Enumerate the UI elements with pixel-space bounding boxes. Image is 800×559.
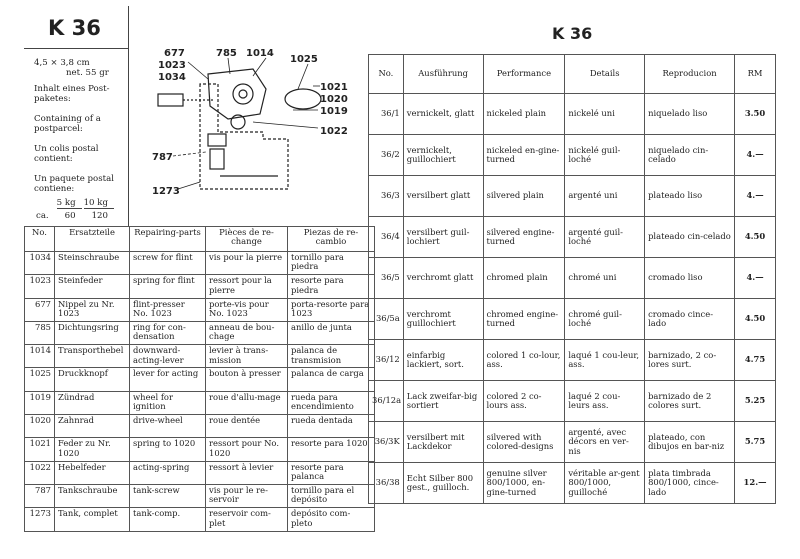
info-line: Un paquete postal <box>34 174 114 184</box>
part-name-fr-cell: reservoir com-plet <box>206 508 288 531</box>
finish-de-cell: versilbert mit Lackdekor <box>403 422 483 463</box>
finish-fr-cell: laqué 2 cou-leurs ass. <box>565 381 645 422</box>
price-cell: 4.50 <box>735 217 776 258</box>
info-line: paketes: <box>34 94 71 104</box>
finish-es-cell: cromado liso <box>645 258 735 299</box>
finish-fr-cell: nickelé guil-loché <box>565 135 645 176</box>
weight-value-10: 120 <box>91 211 108 221</box>
price-cell: 3.50 <box>735 94 776 135</box>
part-name-fr-cell: bouton à presser <box>206 368 288 391</box>
part-name-en-cell: screw for flint <box>130 252 206 275</box>
price-cell: 5.75 <box>735 422 776 463</box>
info-line: Un colis postal <box>34 144 99 154</box>
model-number-cell: 36/12 <box>369 340 404 381</box>
part-number-cell: 1023 <box>25 275 55 298</box>
part-name-de-cell: Steinfeder <box>55 275 130 298</box>
finish-en-cell: silvered engine-turned <box>483 217 565 258</box>
model-number-cell: 36/4 <box>369 217 404 258</box>
model-number-cell: 36/1 <box>369 94 404 135</box>
price-cell: 4.— <box>735 176 776 217</box>
finish-fr-cell: chromé uni <box>565 258 645 299</box>
product-row <box>369 135 776 176</box>
part-name-de-cell: Nippel zu Nr. 1023 <box>55 298 130 321</box>
model-number-cell: 36/2 <box>369 135 404 176</box>
parcel-weights <box>34 196 116 223</box>
part-name-en-cell: drive-wheel <box>130 415 206 438</box>
finish-fr-cell: argenté uni <box>565 176 645 217</box>
part-name-de-cell: Zündrad <box>55 391 130 414</box>
part-name-es-cell: resorte para piedra <box>288 275 375 298</box>
finish-fr-cell: laqué 1 cou-leur, ass. <box>565 340 645 381</box>
product-header-de: Ausführung <box>403 55 483 94</box>
finish-fr-cell: véritable ar-gent 800/1000, guilloché <box>565 463 645 504</box>
part-name-fr-cell: roue dentée <box>206 415 288 438</box>
label-1273: 1273 <box>152 186 180 197</box>
part-name-en-cell: lever for acting <box>130 368 206 391</box>
parts-header-es: Piezas de re- cambio <box>288 227 375 252</box>
label-787: 787 <box>152 152 173 163</box>
part-name-es-cell: rueda dentada <box>288 415 375 438</box>
finish-es-cell: barnizado, 2 co-lores surt. <box>645 340 735 381</box>
finish-es-cell: cromado cince-lado <box>645 299 735 340</box>
finish-fr-cell: nickelé uni <box>565 94 645 135</box>
product-row <box>369 217 776 258</box>
part-name-es-cell: tornillo para piedra <box>288 252 375 275</box>
parts-row <box>25 508 375 531</box>
parts-row <box>25 368 375 391</box>
product-row <box>369 463 776 504</box>
part-name-fr-cell: roue d'allu-mage <box>206 391 288 414</box>
finish-en-cell: nickeled en-gine-turned <box>483 135 565 176</box>
part-name-de-cell: Hebelfeder <box>55 461 130 484</box>
parts-row <box>25 438 375 461</box>
model-number-cell: 36/38 <box>369 463 404 504</box>
part-name-fr-cell: vis pour la pierre <box>206 252 288 275</box>
finish-es-cell: plata timbrada 800/1000, cince-lado <box>645 463 735 504</box>
part-number-cell: 1034 <box>25 252 55 275</box>
price-cell: 5.25 <box>735 381 776 422</box>
weight-value-5: 60 <box>64 211 76 221</box>
parts-header-fr: Pièces de re- change <box>206 227 288 252</box>
finish-es-cell: plateado liso <box>645 176 735 217</box>
info-lines <box>34 84 114 194</box>
product-row <box>369 258 776 299</box>
right-page-title: K 36 <box>552 24 593 43</box>
finish-de-cell: verchromt guillochiert <box>403 299 483 340</box>
finish-de-cell: Echt Silber 800 gest., guilloch. <box>403 463 483 504</box>
finish-fr-cell: chromé guil-loché <box>565 299 645 340</box>
part-name-en-cell: tank-screw <box>130 484 206 507</box>
part-name-fr-cell: ressort pour No. 1020 <box>206 438 288 461</box>
finish-es-cell: plateado cin-celado <box>645 217 735 258</box>
part-name-fr-cell: ressort pour la pierre <box>206 275 288 298</box>
part-name-de-cell: Tankschraube <box>55 484 130 507</box>
finish-es-cell: plateado, con dibujos en bar-niz <box>645 422 735 463</box>
part-number-cell: 1025 <box>25 368 55 391</box>
label-1019: 1019 <box>320 106 348 117</box>
product-header-row <box>369 55 776 94</box>
finish-de-cell: Lack zweifar-big sortiert <box>403 381 483 422</box>
part-name-en-cell: wheel for ignition <box>130 391 206 414</box>
part-name-es-cell: porta-resorte para 1023 <box>288 298 375 321</box>
finish-fr-cell: argenté guil-loché <box>565 217 645 258</box>
part-name-es-cell: rueda para encendimiento <box>288 391 375 414</box>
model-number-cell: 36/5a <box>369 299 404 340</box>
finish-de-cell: vernickelt, guillochiert <box>403 135 483 176</box>
finish-es-cell: niquelado cin-celado <box>645 135 735 176</box>
finish-en-cell: silvered with colored-designs <box>483 422 565 463</box>
left-page-title: K 36 <box>48 16 101 40</box>
product-header-rm: RM <box>735 55 776 94</box>
finish-de-cell: einfarbig lackiert, sort. <box>403 340 483 381</box>
finish-de-cell: versilbert glatt <box>403 176 483 217</box>
part-name-en-cell: spring to 1020 <box>130 438 206 461</box>
info-line: Inhalt eines Post- <box>34 84 110 94</box>
parts-row <box>25 415 375 438</box>
product-row <box>369 299 776 340</box>
model-number-cell: 36/5 <box>369 258 404 299</box>
product-row <box>369 94 776 135</box>
info-block <box>34 58 114 194</box>
part-name-en-cell: ring for con-densation <box>130 321 206 344</box>
part-number-cell: 1022 <box>25 461 55 484</box>
price-cell: 12.— <box>735 463 776 504</box>
part-number-cell: 1273 <box>25 508 55 531</box>
parts-header-de: Ersatzteile <box>55 227 130 252</box>
finish-de-cell: vernickelt, glatt <box>403 94 483 135</box>
product-row <box>369 381 776 422</box>
part-name-de-cell: Feder zu Nr. 1020 <box>55 438 130 461</box>
finish-en-cell: chromed engine-turned <box>483 299 565 340</box>
part-name-de-cell: Zahnrad <box>55 415 130 438</box>
price-cell: 4.— <box>735 258 776 299</box>
part-number-cell: 787 <box>25 484 55 507</box>
part-name-es-cell: tornillo para el depósito <box>288 484 375 507</box>
label-677: 677 <box>164 48 185 59</box>
info-divider <box>128 6 129 226</box>
finish-es-cell: niquelado liso <box>645 94 735 135</box>
product-header-en: Performance <box>483 55 565 94</box>
part-name-fr-cell: porte-vis pour No. 1023 <box>206 298 288 321</box>
part-name-es-cell: anillo de junta <box>288 321 375 344</box>
product-row <box>369 422 776 463</box>
info-line: contient: <box>34 154 73 164</box>
parts-row <box>25 275 375 298</box>
product-header-es: Reproducion <box>645 55 735 94</box>
part-number-cell: 785 <box>25 321 55 344</box>
price-cell: 4.50 <box>735 299 776 340</box>
finish-en-cell: nickeled plain <box>483 94 565 135</box>
label-1020: 1020 <box>320 94 348 105</box>
parts-row <box>25 252 375 275</box>
part-name-fr-cell: anneau de bou-chage <box>206 321 288 344</box>
part-number-cell: 1014 <box>25 345 55 368</box>
title-rule <box>24 48 128 49</box>
product-header-fr: Details <box>565 55 645 94</box>
finish-fr-cell: argenté, avec décors en ver-nis <box>565 422 645 463</box>
parts-header-no: No. <box>25 227 55 252</box>
parts-row <box>25 484 375 507</box>
model-number-cell: 36/3K <box>369 422 404 463</box>
part-name-de-cell: Tank, complet <box>55 508 130 531</box>
info-line: contiene: <box>34 184 75 194</box>
label-1034: 1034 <box>158 72 186 83</box>
product-variants-table <box>368 54 776 504</box>
product-row <box>369 340 776 381</box>
model-number-cell: 36/12a <box>369 381 404 422</box>
callout-labels <box>152 48 348 197</box>
part-name-en-cell: spring for flint <box>130 275 206 298</box>
part-name-es-cell: resorte para palanca <box>288 461 375 484</box>
finish-en-cell: colored 2 co-lours ass. <box>483 381 565 422</box>
size-text: 4,5 × 3,8 cm <box>34 58 90 68</box>
part-name-fr-cell: vis pour le re-servoir <box>206 484 288 507</box>
finish-en-cell: genuine silver 800/1000, en-gine-turned <box>483 463 565 504</box>
finish-es-cell: barnizado de 2 colores surt. <box>645 381 735 422</box>
finish-en-cell: silvered plain <box>483 176 565 217</box>
leader-lines <box>173 58 320 189</box>
part-name-es-cell: depósito com-pleto <box>288 508 375 531</box>
weight-ca: ca. <box>36 211 49 221</box>
parts-row <box>25 321 375 344</box>
part-name-es-cell: palanca de carga <box>288 368 375 391</box>
spare-parts-table <box>24 226 375 532</box>
part-name-de-cell: Transporthebel <box>55 345 130 368</box>
part-name-fr-cell: ressort à levier <box>206 461 288 484</box>
parts-header-en: Repairing-parts <box>130 227 206 252</box>
parts-row <box>25 461 375 484</box>
finish-en-cell: chromed plain <box>483 258 565 299</box>
part-name-en-cell: flint-presser No. 1023 <box>130 298 206 321</box>
finish-de-cell: verchromt glatt <box>403 258 483 299</box>
part-name-en-cell: downward-acting-lever <box>130 345 206 368</box>
price-cell: 4.75 <box>735 340 776 381</box>
part-number-cell: 1020 <box>25 415 55 438</box>
product-row <box>369 176 776 217</box>
info-line: Containing of a <box>34 114 101 124</box>
info-line <box>34 134 114 144</box>
info-line <box>34 104 114 114</box>
weight-header-10: 10 kg <box>84 198 114 209</box>
part-name-es-cell: palanca de transmision <box>288 345 375 368</box>
product-header-no: No. <box>369 55 404 94</box>
price-cell: 4.— <box>735 135 776 176</box>
parts-row <box>25 391 375 414</box>
info-line: postparcel: <box>34 124 83 134</box>
model-number-cell: 36/3 <box>369 176 404 217</box>
part-number-cell: 1021 <box>25 438 55 461</box>
label-1023: 1023 <box>158 60 186 71</box>
part-name-de-cell: Dichtungsring <box>55 321 130 344</box>
part-number-cell: 1019 <box>25 391 55 414</box>
weight-text: net. 55 gr <box>66 68 109 78</box>
label-785: 785 <box>216 48 237 59</box>
info-line <box>34 164 114 174</box>
label-1022: 1022 <box>320 126 348 137</box>
parts-row <box>25 298 375 321</box>
parts-header-row <box>25 227 375 252</box>
part-name-es-cell: resorte para 1020 <box>288 438 375 461</box>
finish-en-cell: colored 1 co-lour, ass. <box>483 340 565 381</box>
lighter-technical-drawing <box>148 44 368 204</box>
label-1025: 1025 <box>290 54 318 65</box>
part-name-en-cell: tank-comp. <box>130 508 206 531</box>
part-name-de-cell: Druckknopf <box>55 368 130 391</box>
part-name-de-cell: Steinschraube <box>55 252 130 275</box>
part-number-cell: 677 <box>25 298 55 321</box>
lighter-body-outline <box>158 69 321 189</box>
label-1014: 1014 <box>246 48 274 59</box>
parts-row <box>25 345 375 368</box>
finish-de-cell: versilbert guil-lochiert <box>403 217 483 258</box>
part-name-fr-cell: levier à trans-mission <box>206 345 288 368</box>
part-name-en-cell: acting-spring <box>130 461 206 484</box>
label-1021: 1021 <box>320 82 348 93</box>
weight-header-5: 5 kg <box>57 198 82 209</box>
